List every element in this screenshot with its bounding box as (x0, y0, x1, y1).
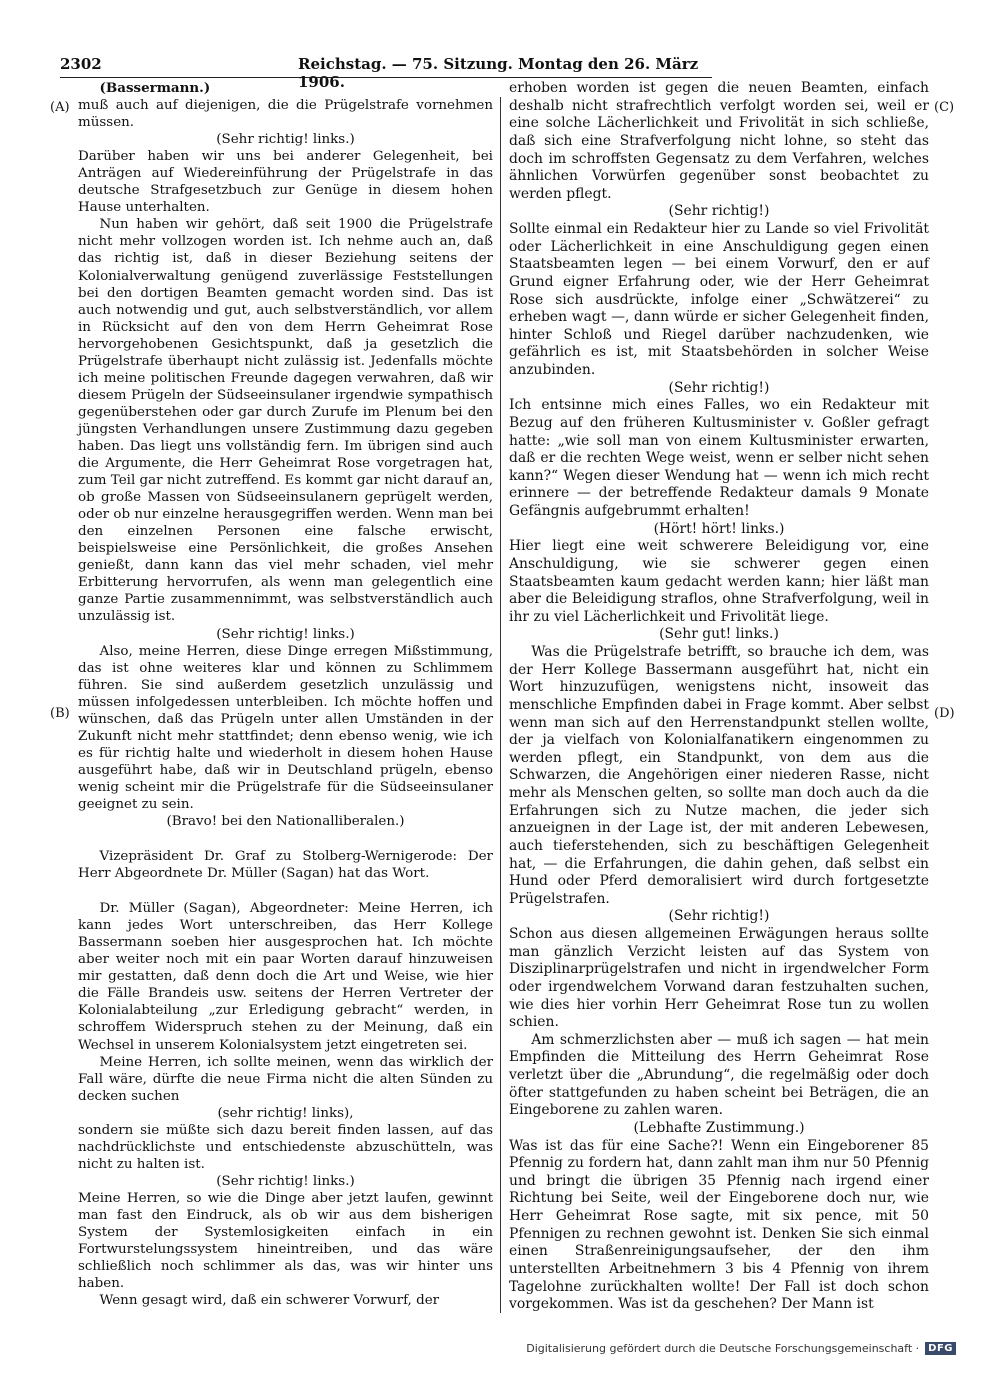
paragraph: Hier liegt eine weit schwerere Beleidigung vor, eine Anschuldigung, wie sie schwerer gegen einen Staatsbeamten kaum gedacht werden kann; hier läßt man aber die Beleidigung straflos, ohne Strafverfolgung, weil in ihr zu viel Lächerlichkeit und Frivolität liege. (509, 538, 929, 625)
spacer (78, 882, 493, 900)
paragraph: Meine Herren, so wie die Dinge aber jetzt laufen, gewinnt man fast den Eindruck, als ob wir aus dem bisherigen System der Systemlosigkeiten einfach in ein Fortwurstelungssystem hineintreiben, und das wäre schließlich noch schlimmer als das, was wir hinter uns haben. (78, 1190, 493, 1292)
paragraph: Schon aus diesen allgemeinen Erwägungen heraus sollte man gänzlich Verzicht leisten auf das System von Disziplinarprügelstrafen und nicht in irgendwelcher Form oder irgendwelchem Vorwand daran festzuhalten suchen, wie dies hier vorhin Herr Geheimrat Rose tun zu wollen schien. (509, 926, 929, 1031)
column-divider (500, 97, 501, 1313)
interjection: (Bravo! bei den Nationalliberalen.) (166, 814, 405, 830)
left-column (78, 80, 493, 1316)
paragraph: Ich entsinne mich eines Falles, wo ein Redakteur mit Bezug auf den früheren Kultusminister v. Goßler gefragt hatte: „wie soll man von einem Kultusminister erwarten, daß er die rechten Wege weist, wenn er selber nicht sehen kann?“ Wegen dieser Wendung hat — wenn ich mich recht erinnere — der betreffende Redakteur damals 9 Monate Gefängnis aufgebrummt erhalten! (509, 397, 929, 519)
paragraph: Was die Prügelstrafe betrifft, so brauche ich dem, was der Herr Kollege Bassermann ausgeführt hat, nicht ein Wort hinzuzufügen, wenigstens nicht, insoweit das menschliche Empfinden dabei in Frage kommt. Aber selbst wenn man sich auf den Herrenstandpunkt stellen wollte, der ja vielfach von Kolonialfanatikern eingenommen zu werden pflegt, ein Standpunkt, von dem aus die Schwarzen, die Angehörigen einer niederen Rasse, nicht mehr als Menschen gelten, so sollte man doch auch da die Erfahrungen sich zu Nutze machen, die jeder sich anzueignen in der Lage ist, der mit anderen Lebewesen, auch tieferstehenden, sich zu beschäftigen Gelegenheit hat, — die Erfahrungen, die dahin gehen, daß selbst ein Hund oder Pferd demoralisiert wird durch fortgesetzte Prügelstrafen. (509, 644, 929, 907)
margin-mark-c: (C) (934, 100, 955, 115)
interjection: (Hört! hört! links.) (653, 520, 785, 537)
spacer (78, 830, 493, 848)
paragraph: Am schmerzlichsten aber — muß ich sagen — hat mein Empfinden die Mitteilung des Herrn Geheimrat Rose verletzt über die „Abrundung“, die regelmäßig oder doch öfter stattgefunden zu haben scheint bei Beträgen, die an Eingeborene zu zahlen waren. (509, 1031, 929, 1119)
margin-mark-a: (A) (50, 100, 70, 115)
page-number: 2302 (60, 55, 102, 73)
paragraph: Wenn gesagt wird, daß ein schwerer Vorwurf, der (99, 1293, 440, 1309)
margin-mark-d: (D) (934, 706, 955, 721)
interjection: (sehr richtig! links), (217, 1105, 354, 1121)
margin-mark-b: (B) (50, 706, 70, 721)
interjection: (Sehr richtig!) (668, 379, 770, 396)
right-column (509, 80, 929, 1316)
chair-announcement: Vizepräsident Dr. Graf zu Stolberg-Wernigerode: Der Herr Abgeordnete Dr. Müller (Sagan) hat das Wort. (78, 849, 493, 882)
interjection: (Lebhafte Zustimmung.) (633, 1119, 805, 1136)
running-speaker: (Bassermann.) (99, 80, 211, 96)
paragraph: Was ist das für eine Sache?! Wenn ein Eingeborener 85 Pfennig zu fordern hat, dann zahlt man ihm nur 50 Pfennig und bringt die übrigen 35 Pfennig nach irgend einer Richtung bei Seite, weil der Eingeborene doch nur, wie Herr Geheimrat Rose sagte, mit six pence, mit 50 Pfennigen zu rechnen gewohnt ist. Denken Sie sich einmal einen Straßenreinigungsaufseher, der den ihm unterstellten Arbeitnehmern 3 bis 4 Pfennig von ihrem Tagelohne zurückhalten wollte! Der Fall ist doch schon vorgekommen. Was ist da geschehen? Der Mann ist (509, 1137, 929, 1313)
interjection: (Sehr richtig!) (668, 203, 770, 220)
paragraph: sondern sie müßte sich dazu bereit finden lassen, auf das nachdrücklichste und entschiedenste abzuschütteln, was nicht zu halten ist. (78, 1122, 493, 1172)
interjection: (Sehr richtig!) (668, 908, 770, 925)
credit-text: Digitalisierung gefördert durch die Deutsche Forschungsgemeinschaft · (526, 1342, 920, 1355)
paragraph: erhoben worden ist gegen die neuen Beamten, einfach deshalb nicht strafrechtlich verfolgt worden sei, weil er eine solche Lächerlichkeit und Frivolität in sich schließe, daß sich eine Strafverfolgung nicht lohne, so steht das doch im schroffsten Gegensatz zu dem Verfahren, welches ähnlichen Vorwürfen gegenüber sonst beobachtet zu werden pflegt. (509, 80, 929, 202)
speech-opening: Dr. Müller (Sagan), Abgeordneter: Meine Herren, ich kann jedes Wort unterschreiben, das Herr Kollege Bassermann soeben hier ausgesprochen hat. Ich möchte aber weiter noch mit ein paar Worten darauf hinzuweisen mir gestatten, daß denn doch die Art und Weise, wie hier die Fälle Brandeis usw. seitens der Herren Vertreter der Kolonialabteilung „zur Erledigung gebracht“ werden, in schroffem Widerspruch stehen zu der Meinung, daß ein Wechsel in unserem Kolonialsystem jetzt eingetreten sei. (78, 901, 493, 1053)
paragraph: Nun haben wir gehört, daß seit 1900 die Prügelstrafe nicht mehr vollzogen worden ist. Ich nehme auch an, daß das richtig ist, daß in dieser Beziehung seitens der Kolonialverwaltung genügend zuverlässige Feststellungen bei den dortigen Beamten gemacht worden sind. Das ist auch notwendig und gut, auch selbstverständlich, vor allem in Rücksicht auf den von dem Herrn Geheimrat Rose hervorgehobenen Gesichtspunkt, daß ja gesetzlich die Prügelstrafe überhaupt nicht zulässig ist. Jedenfalls möchte ich meine politischen Freunde dagegen verwahren, daß wir diesem Prügeln der Südseeinsulaner irgendwie sympathisch gegenüberstehen oder gar durch Zurufe im Plenum bei den jüngsten Verhandlungen unsere Zustimmung dazu gegeben haben. Das liegt uns vollständig fern. Im übrigen sind auch die Argumente, die Herr Geheimrat Rose vorgetragen hat, zum Teil gar nicht zutreffend. Es kommt gar nicht darauf an, ob große Massen von Südseeinsulanern geprügelt werden, oder ob nur einzelne herausgegriffen werden. Wenn man bei den einzelnen Personen eine falsche erwischt, beispielsweise eine Persönlichkeit, die großes Ansehen genießt, dann kann das viel mehr schaden, viel mehr Erbitterung hervorrufen, als wenn man gelegentlich eine ganze Partie zusammennimmt, was selbstverständlich auch unzulässig ist. (78, 217, 493, 625)
interjection: (Sehr richtig! links.) (216, 132, 355, 148)
paragraph: muß auch auf diejenigen, die die Prügelstrafe vornehmen müssen. (78, 98, 493, 131)
interjection: (Sehr richtig! links.) (216, 626, 355, 642)
interjection: (Sehr richtig! links.) (216, 1173, 355, 1189)
digitization-credit (526, 1342, 956, 1355)
paragraph: Sollte einmal ein Redakteur hier zu Lande so viel Frivolität oder Lächerlichkeit in eine Anschuldigung gegen einen Staatsbeamten legen — bei einem Vorwurf, den er auf Grund eigner Erfahrung oder, wie der Herr Geheimrat Rose sich ausdrückte, infolge einer „Schwätzerei“ zu erheben wagt —, dann würde er sicher Gelegenheit finden, hinter Schloß und Riegel darüber nachzudenken, wie gefährlich es ist, mit Staatsbehörden in solcher Weise anzubinden. (509, 221, 929, 378)
paragraph: Meine Herren, ich sollte meinen, wenn das wirklich der Fall wäre, dürfte die neue Firma nicht die alten Sünden zu decken suchen (78, 1054, 493, 1104)
interjection: (Sehr gut! links.) (659, 626, 779, 643)
paragraph: Also, meine Herren, diese Dinge erregen Mißstimmung, das ist ohne weiteres klar und können zu Schlimmem führen. Sie sind außerdem gesetzlich unzulässig und müssen infolgedessen unterbleiben. Ich möchte hoffen und wünschen, daß das Prügeln unter allen Umständen in der Zukunft nicht mehr stattfindet; denn ebenso wenig, wie ich es für richtig halte und wiederholt in diesem hohen Hause ausgeführt habe, daß wir in Deutschland prügeln, ebenso wenig scheint mir die Prügelstrafe für die Südseeinsulaner geeignet zu sein. (78, 643, 493, 812)
dfg-logo-icon: DFG (925, 1342, 956, 1355)
paragraph: Darüber haben wir uns bei anderer Gelegenheit, bei Anträgen auf Wiedereinführung der Prügelstrafe in das deutsche Strafgesetzbuch zur Genüge in diesem hohen Hause unterhalten. (78, 149, 493, 216)
header-title: Reichstag. — 75. Sitzung. Montag den 26. März 1906. (298, 55, 699, 91)
